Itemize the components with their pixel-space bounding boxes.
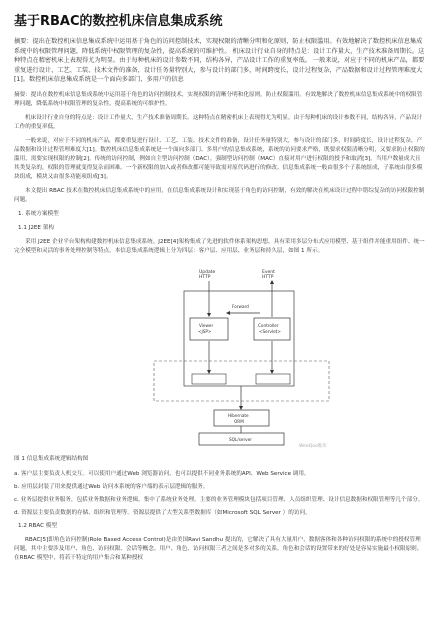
event-arrow-head [270,280,274,284]
controller-line-1: Controller [258,322,279,328]
list-item-b: b. 应用层封装了用来提供通过Web 访问本系统的客户端的表示层逻辑的服务。 [14,483,209,490]
paragraph-1: 机床设计行业自身的特点是：设计工作量大，生产技术准备周期长。这种特点在精密机床上表现得尤为明显。由于每种机床的设计参数不同，结构各异，产品设计工作的重复率低。 [14,114,423,130]
paragraph-4: 采用 J2EE 企业平台架构构建数控机床信息集成系统。J2EE[4]架构集成了先进的软件体系架构思想，具有采用多层分布式应用模型、基于组件并能重用组件、统一完全模型和灵活的事务处理控制等特点。本信息集成系统逻辑上分为四层：客户层、应用层、业务层和持久层，如图 1 所示。 [14,238,425,254]
update-line-2: HTTP [199,274,211,280]
event-label [262,269,276,280]
viewer-line-1: Viewer [199,322,214,328]
forward-label: Forward [232,303,249,309]
abstract-block [14,37,426,85]
update-line-1: Update [199,269,216,275]
hibernate-line-2: ORM [234,418,244,424]
paragraph-3: 本文提出 RBAC 技术在数控机床信息集成系统中的应用，在信息集成系统设计和实现基于角色的访问控制，有效的解决在机床设计过程中错综复杂的访问权限控制问题。 [14,187,425,203]
section-heading-1: 1. 系统方案模型 [18,210,59,217]
viewer-line-2: <JSP> [198,328,212,334]
architecture-figure [144,261,344,451]
paragraph-2: 一般来说，对应于不同的机床产品，都要重复进行设计、工艺、工装、技术文件的准备，设计任务量特别大，参与设计的部门多，时间跨度长，设计过程复杂，产品数据和设计过程管理难度大[1]。数控机床信息集成系统是一个面向多部门、多用户的信息集成系统，系统的访问要求严格，既要求权限清晰分明，又要求防止权限的滥用，需要实现权限的控制[2]。传统的访问控制，例如自主型访问控制（DAC），强制型访问控制（MAC）直接对用户进行权限的授予和取消[3]。当用户数量成大且其类复杂的，权限的管理就变得复杂而困难。一个新权限的加入或者修改都可能导致需对原代码进行的修改。信息集成系统一般由很多个子系统组成，子系统由很多模块组成，模块又由很多功能项组成[3]。 [14,137,425,180]
figure-caption: 图 1 信息集成系统逻辑结构图 [14,455,89,462]
list-item-a: a. 客户层主要负责人机交互。可以使用户通过Web 浏览器访问，也可以提供不同业务系统的API、Web Service 调用。 [14,470,310,477]
event-line-1: Event [262,269,275,275]
persist-head [239,406,243,410]
update-label [199,269,217,280]
section-heading-1-1: 1.1 J2EE 架构 [18,224,54,231]
list-item-d: d. 资源层主要负责数据的存储、组织和管理等。资源层提供了大型关系型数据库（如Microsoft SQL Server ）的访问。 [14,509,311,516]
section-heading-1-2: 1.2 RBAC 模型 [18,522,57,529]
weeqoo-watermark: WeeQoo维库 [299,443,327,449]
business-box-1 [192,374,226,384]
paragraph-5: RBAC[5]即角色访问控制(Role Based Access Control)是由美国Ravi Sandhu 提出的，它解决了具有大量用户，数据客体和各种访问权限的系统中的授权管理问题。其中主要涉及用户、角色、访问权限、会话等概念。用户、角色、访问权限三者之间是多对多的关系。角色和会话的设置带来的好处是容易实施最小权限原则。在RBAC 模型中，将若干特定的用户集合和某种授权 [14,536,423,561]
business-box-2 [256,374,290,384]
abstract-text: 摘要：提出在数控机床信息集成系统中运用基于角色的访问控制技术，实现权限的清晰分明和化原则，防止权限滥用。有效地解决了数控机床信息集成系统中的权限管理问题，降低系统中权限管理的复杂性，提高系统的可维护性。 机床设计行业自身的特点是：设计工作量大，生产技术准备周期长。这种特点在精密机床上表现得尤为明显。由于每种机床的设计参数不同，结构各异，产品设计工作的重复率低。 一般来说，对应于不同的机床产品，都要重复进行设计、工艺、工装、技术文件的准备，设计任务量特别大，参与设计的部门多，时间跨度长，设计过程复杂，产品数据和设计过程管理难度大[1]。数控机床信息集成系统是一个面向多部门、多用户的信息 [14,38,425,84]
hibernate-line-1: Hibernate [228,412,249,418]
controller-line-2: <Servlet> [259,328,281,334]
db-label: SQL/server [229,436,252,442]
event-line-2: HTTP [262,274,274,280]
list-item-c: c. 业务层提供业务服务，包括业务数据和业务逻辑，集中了系统业务处理。主要的业务管理模块包括项目管理、人员组织管理、设计信息数据和权限管理等几个部分。 [14,496,424,503]
controller-label [258,323,281,334]
abstract-repeat: 摘要：提出在数控机床信息集成系统中运用基于角色的访问控制技术，实现权限的清晰分明和化原则，防止权限滥用。有效地解决了数控机床信息集成系统中的权限管理问题，降低系统中权限管理的复杂性，提高系统的可维护性。 [14,91,423,107]
architecture-diagram [144,261,344,451]
document-title: 基于RBAC的数控机床信息集成系统 [14,14,223,29]
